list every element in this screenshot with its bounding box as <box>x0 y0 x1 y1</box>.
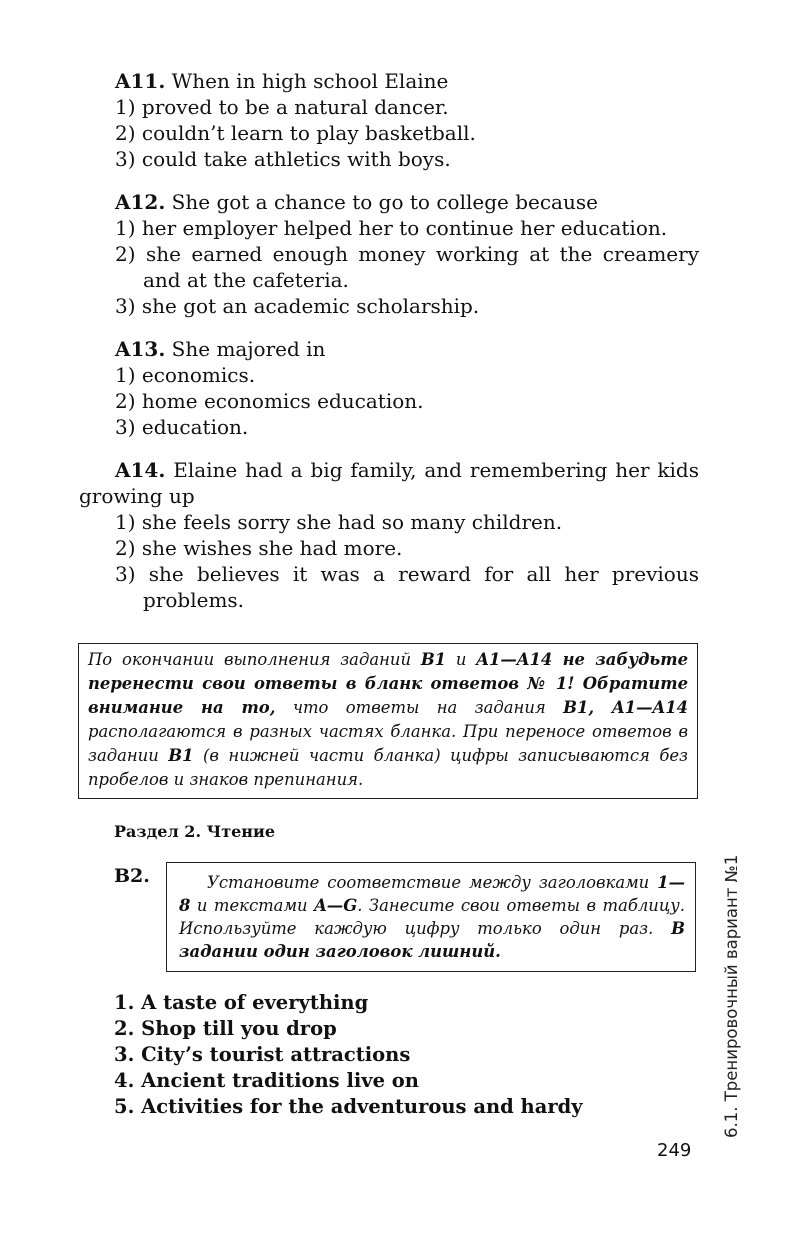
note-bold: A1—A14 не забудьте перенести свои ответы в бланк ответов № 1! Обратите внимание на то, <box>88 650 688 717</box>
list-item: 5. Activities for the adventurous and hardy <box>114 1095 583 1118</box>
task-label: B2. <box>114 865 150 887</box>
question-number: A12. <box>115 190 166 214</box>
question-a11 <box>79 68 699 172</box>
question-number: A14. <box>115 458 166 482</box>
note-text: По окончании выполнения заданий <box>88 650 421 669</box>
note-bold: B1, A1—A14 <box>563 698 689 717</box>
answer-option: 3) could take athletics with boys. <box>115 147 451 171</box>
task-text: Установите соответствие между заголовками <box>207 873 658 892</box>
answer-option: 1) economics. <box>115 363 256 387</box>
question-number: A13. <box>115 337 166 361</box>
answer-option: 1) proved to be a natural dancer. <box>115 95 449 119</box>
question-a13 <box>79 336 699 440</box>
list-item: 4. Ancient traditions live on <box>114 1069 419 1092</box>
section-title: Раздел 2. Чтение <box>114 822 276 841</box>
answer-option: 2) she wishes she had more. <box>115 536 403 560</box>
question-stem: Elaine had a big family, and remembering her kids growing up <box>79 458 699 508</box>
note-text: (в нижней части бланка) цифры записываются без пробелов и знаков препинания. <box>88 746 688 789</box>
question-a14 <box>79 457 699 613</box>
note-bold: B1 <box>168 746 194 765</box>
headings-list <box>114 990 583 1120</box>
question-stem: When in high school Elaine <box>171 69 449 93</box>
answer-option: 3) education. <box>115 415 249 439</box>
question-stem: She got a chance to go to college because <box>171 190 598 214</box>
page-number: 249 <box>657 1140 692 1161</box>
question-stem: She majored in <box>171 337 326 361</box>
answer-option: 1) she feels sorry she had so many children. <box>115 510 563 534</box>
task-bold: В задании один заголовок лишний. <box>179 919 685 961</box>
question-a12 <box>79 189 699 319</box>
answer-option: 2) she earned enough money working at the creamery and at the cafeteria. <box>115 242 699 292</box>
question-number: A11. <box>115 69 166 93</box>
list-item: 3. City’s tourist attractions <box>114 1043 411 1066</box>
answer-option: 2) couldn’t learn to play basketball. <box>115 121 476 145</box>
instruction-note-box <box>78 643 698 799</box>
task-text: и текстами <box>190 896 315 915</box>
task-bold: A—G <box>314 896 358 915</box>
note-text: что ответы на задания <box>275 698 564 717</box>
list-item: 2. Shop till you drop <box>114 1017 337 1040</box>
note-text: и <box>446 650 477 669</box>
side-caption: 6.1. Тренировочный вариант №1 <box>722 854 741 1138</box>
note-bold: B1 <box>420 650 447 669</box>
list-item: 1. A taste of everything <box>114 991 369 1014</box>
task-instruction-box <box>166 862 696 972</box>
task-bold: 1—8 <box>179 873 685 915</box>
answer-option: 1) her employer helped her to continue her education. <box>115 216 668 240</box>
answer-option: 2) home economics education. <box>115 389 424 413</box>
answer-option: 3) she got an academic scholarship. <box>115 294 480 318</box>
note-text: располагаются в разных частях бланка. При переносе ответов в задании <box>88 722 688 765</box>
answer-option: 3) she believes it was a reward for all her previous problems. <box>115 562 699 612</box>
task-text: . Занесите свои ответы в таблицу. Используйте каждую цифру только один раз. <box>179 896 685 938</box>
